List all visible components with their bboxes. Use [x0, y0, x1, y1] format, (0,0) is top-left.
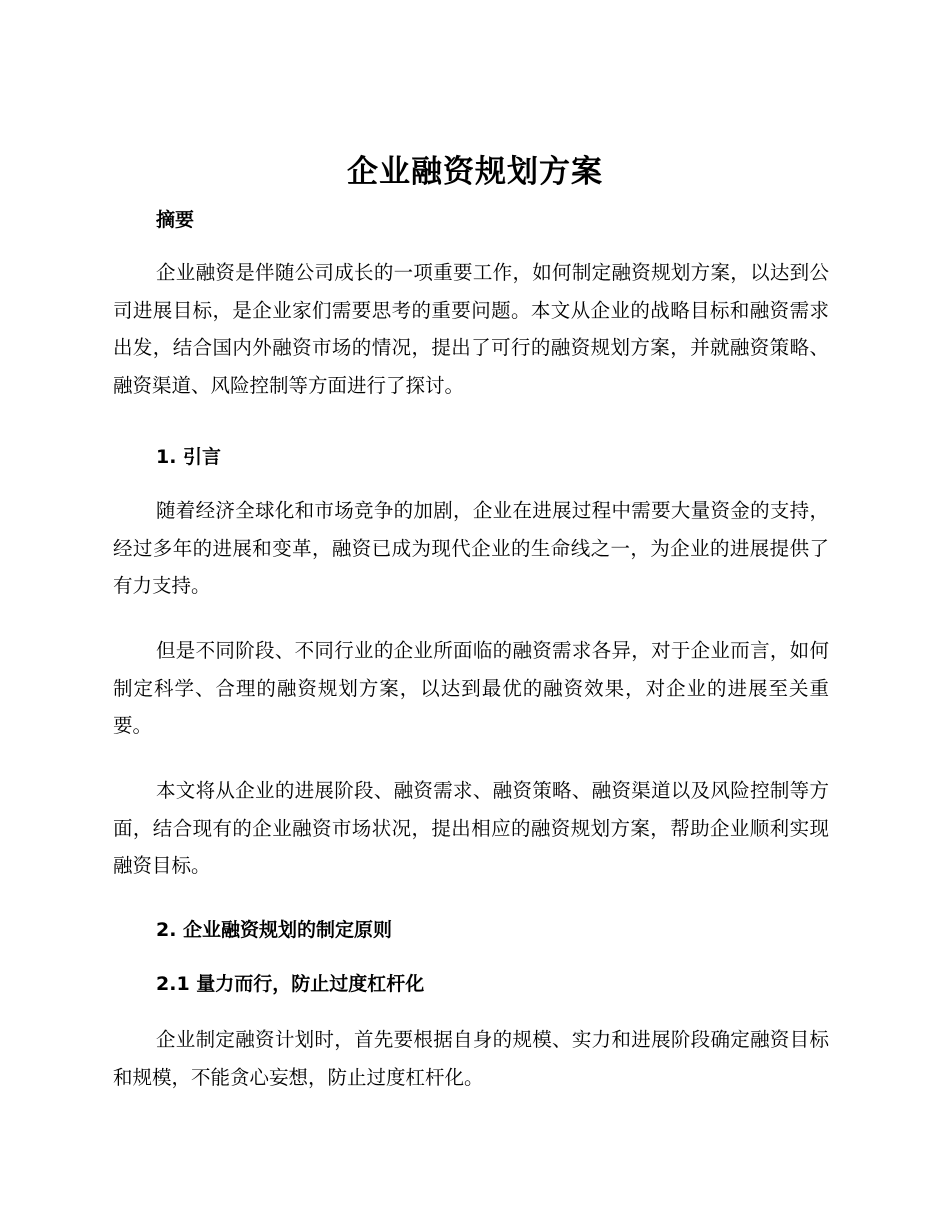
section-2-1-heading: 2.1 量力而行，防止过度杠杆化 — [156, 973, 425, 995]
section-1-paragraph-3: 本文将从企业的进展阶段、融资需求、融资策略、融资渠道以及风险控制等方面，结合现有的企业融资市场状况，提出相应的融资规划方案，帮助企业顺利实现融资目标。 — [113, 779, 829, 877]
abstract-heading: 摘要 — [156, 209, 195, 231]
section-1-heading: 1. 引言 — [156, 446, 222, 468]
document-title: 企业融资规划方案 — [347, 154, 603, 190]
section-1-paragraph-1: 随着经济全球化和市场竞争的加剧，企业在进展过程中需要大量资金的支持，经过多年的进展和变革，融资已成为现代企业的生命线之一，为企业的进展提供了有力支持。 — [113, 499, 829, 597]
section-2-1-paragraph-1: 企业制定融资计划时，首先要根据自身的规模、实力和进展阶段确定融资目标和规模，不能贪心妄想，防止过度杠杆化。 — [113, 1028, 829, 1089]
section-2-heading: 2. 企业融资规划的制定原则 — [156, 919, 393, 941]
abstract-paragraph: 企业融资是伴随公司成长的一项重要工作，如何制定融资规划方案，以达到公司进展目标，是企业家们需要思考的重要问题。本文从企业的战略目标和融资需求出发，结合国内外融资市场的情况，提出了可行的融资规划方案，并就融资策略、融资渠道、风险控制等方面进行了探讨。 — [113, 261, 829, 397]
section-1-paragraph-2: 但是不同阶段、不同行业的企业所面临的融资需求各异，对于企业而言，如何制定科学、合理的融资规划方案，以达到最优的融资效果，对企业的进展至关重要。 — [113, 639, 829, 737]
